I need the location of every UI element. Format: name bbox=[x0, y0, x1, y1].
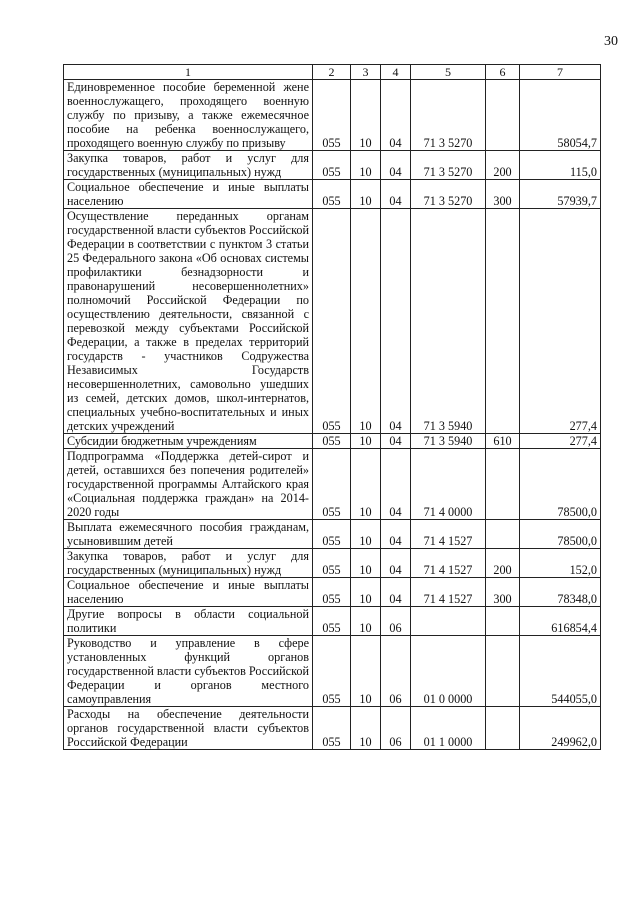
row-name-cell: Осуществление переданных органам государственной власти субъектов Российской Федерации в соответствии с пунктом 3 статьи 25 Федерального закона «Об основах системы профилактики безнадзорности и правонарушений несовершеннолетних» полномочий Российской Федерации по осуществлению деятельности, связанной с перевозкой между субъектами Российской Федерации, а также в пределах территорий государств - участников Содружества Независимых Государств несовершеннолетних, самовольно ушедших из семей, детских домов, школ-интернатов, специальных учебно-воспитательных и иных детских учреждений bbox=[64, 209, 313, 434]
cell-target-article: 71 3 5270 bbox=[411, 80, 486, 151]
table-row bbox=[64, 80, 601, 151]
cell-amount: 249962,0 bbox=[520, 707, 601, 750]
cell-target-article: 71 3 5940 bbox=[411, 434, 486, 449]
header-cell: 3 bbox=[351, 65, 381, 80]
cell-expense-type: 200 bbox=[486, 151, 520, 180]
cell-expense-type: 610 bbox=[486, 434, 520, 449]
header-cell: 4 bbox=[381, 65, 411, 80]
table-row bbox=[64, 707, 601, 750]
cell-amount: 57939,7 bbox=[520, 180, 601, 209]
cell-section: 10 bbox=[351, 607, 381, 636]
cell-ministry: 055 bbox=[313, 80, 351, 151]
cell-target-article: 01 0 0000 bbox=[411, 636, 486, 707]
cell-subsection: 04 bbox=[381, 434, 411, 449]
table-row bbox=[64, 151, 601, 180]
page-number: 30 bbox=[604, 34, 618, 49]
header-row bbox=[64, 65, 601, 80]
cell-target-article: 71 3 5270 bbox=[411, 151, 486, 180]
cell-expense-type: 300 bbox=[486, 180, 520, 209]
header-cell: 6 bbox=[486, 65, 520, 80]
cell-amount: 78500,0 bbox=[520, 449, 601, 520]
cell-ministry: 055 bbox=[313, 209, 351, 434]
table-row bbox=[64, 607, 601, 636]
cell-subsection: 06 bbox=[381, 707, 411, 750]
cell-ministry: 055 bbox=[313, 151, 351, 180]
cell-amount: 616854,4 bbox=[520, 607, 601, 636]
cell-target-article: 71 4 1527 bbox=[411, 549, 486, 578]
table-row bbox=[64, 434, 601, 449]
cell-section: 10 bbox=[351, 578, 381, 607]
cell-subsection: 04 bbox=[381, 549, 411, 578]
cell-ministry: 055 bbox=[313, 449, 351, 520]
table-row bbox=[64, 578, 601, 607]
cell-amount: 78500,0 bbox=[520, 520, 601, 549]
cell-ministry: 055 bbox=[313, 434, 351, 449]
cell-expense-type bbox=[486, 449, 520, 520]
cell-expense-type bbox=[486, 607, 520, 636]
cell-expense-type bbox=[486, 636, 520, 707]
table-row bbox=[64, 180, 601, 209]
cell-section: 10 bbox=[351, 80, 381, 151]
cell-subsection: 04 bbox=[381, 180, 411, 209]
cell-amount: 544055,0 bbox=[520, 636, 601, 707]
row-name-cell: Единовременное пособие беременной жене военнослужащего, проходящего военную службу по призыву, а также ежемесячное пособие на ребенка военнослужащего, проходящего военную службу по призыву bbox=[64, 80, 313, 151]
cell-target-article: 71 4 1527 bbox=[411, 520, 486, 549]
cell-expense-type bbox=[486, 520, 520, 549]
table-row bbox=[64, 549, 601, 578]
cell-ministry: 055 bbox=[313, 180, 351, 209]
cell-section: 10 bbox=[351, 449, 381, 520]
cell-ministry: 055 bbox=[313, 578, 351, 607]
cell-target-article: 01 1 0000 bbox=[411, 707, 486, 750]
row-name-cell: Закупка товаров, работ и услуг для государственных (муниципальных) нужд bbox=[64, 549, 313, 578]
cell-section: 10 bbox=[351, 209, 381, 434]
row-name-cell: Выплата ежемесячного пособия гражданам, усыновившим детей bbox=[64, 520, 313, 549]
cell-subsection: 04 bbox=[381, 578, 411, 607]
cell-amount: 277,4 bbox=[520, 434, 601, 449]
table-row bbox=[64, 449, 601, 520]
header-cell: 7 bbox=[520, 65, 601, 80]
cell-ministry: 055 bbox=[313, 549, 351, 578]
cell-ministry: 055 bbox=[313, 636, 351, 707]
cell-section: 10 bbox=[351, 549, 381, 578]
row-name-cell: Расходы на обеспечение деятельности органов государственной власти субъектов Российской Федерации bbox=[64, 707, 313, 750]
cell-expense-type: 200 bbox=[486, 549, 520, 578]
table-row bbox=[64, 520, 601, 549]
cell-target-article bbox=[411, 607, 486, 636]
cell-subsection: 04 bbox=[381, 520, 411, 549]
cell-ministry: 055 bbox=[313, 607, 351, 636]
cell-section: 10 bbox=[351, 180, 381, 209]
row-name-cell: Субсидии бюджетным учреждениям bbox=[64, 434, 313, 449]
row-name-cell: Социальное обеспечение и иные выплаты населению bbox=[64, 180, 313, 209]
cell-expense-type: 300 bbox=[486, 578, 520, 607]
table-row bbox=[64, 209, 601, 434]
cell-amount: 152,0 bbox=[520, 549, 601, 578]
cell-subsection: 04 bbox=[381, 151, 411, 180]
cell-section: 10 bbox=[351, 151, 381, 180]
row-name-cell: Другие вопросы в области социальной политики bbox=[64, 607, 313, 636]
cell-expense-type bbox=[486, 209, 520, 434]
row-name-cell: Подпрограмма «Поддержка детей-сирот и детей, оставшихся без попечения родителей» государственной программы Алтайского края «Социальная поддержка граждан» на 2014-2020 годы bbox=[64, 449, 313, 520]
cell-subsection: 04 bbox=[381, 80, 411, 151]
budget-table bbox=[63, 64, 601, 750]
table-row bbox=[64, 636, 601, 707]
header-cell: 1 bbox=[64, 65, 313, 80]
cell-subsection: 04 bbox=[381, 449, 411, 520]
cell-target-article: 71 3 5270 bbox=[411, 180, 486, 209]
cell-section: 10 bbox=[351, 636, 381, 707]
cell-amount: 115,0 bbox=[520, 151, 601, 180]
cell-ministry: 055 bbox=[313, 707, 351, 750]
cell-expense-type bbox=[486, 80, 520, 151]
header-cell: 5 bbox=[411, 65, 486, 80]
header-cell: 2 bbox=[313, 65, 351, 80]
cell-subsection: 06 bbox=[381, 607, 411, 636]
cell-section: 10 bbox=[351, 707, 381, 750]
row-name-cell: Руководство и управление в сфере установленных функций органов государственной власти субъектов Российской Федерации и органов местного самоуправления bbox=[64, 636, 313, 707]
cell-section: 10 bbox=[351, 520, 381, 549]
cell-subsection: 06 bbox=[381, 636, 411, 707]
cell-subsection: 04 bbox=[381, 209, 411, 434]
row-name-cell: Закупка товаров, работ и услуг для государственных (муниципальных) нужд bbox=[64, 151, 313, 180]
cell-target-article: 71 4 1527 bbox=[411, 578, 486, 607]
cell-amount: 78348,0 bbox=[520, 578, 601, 607]
cell-expense-type bbox=[486, 707, 520, 750]
cell-amount: 58054,7 bbox=[520, 80, 601, 151]
cell-target-article: 71 4 0000 bbox=[411, 449, 486, 520]
cell-target-article: 71 3 5940 bbox=[411, 209, 486, 434]
cell-section: 10 bbox=[351, 434, 381, 449]
row-name-cell: Социальное обеспечение и иные выплаты населению bbox=[64, 578, 313, 607]
cell-amount: 277,4 bbox=[520, 209, 601, 434]
cell-ministry: 055 bbox=[313, 520, 351, 549]
